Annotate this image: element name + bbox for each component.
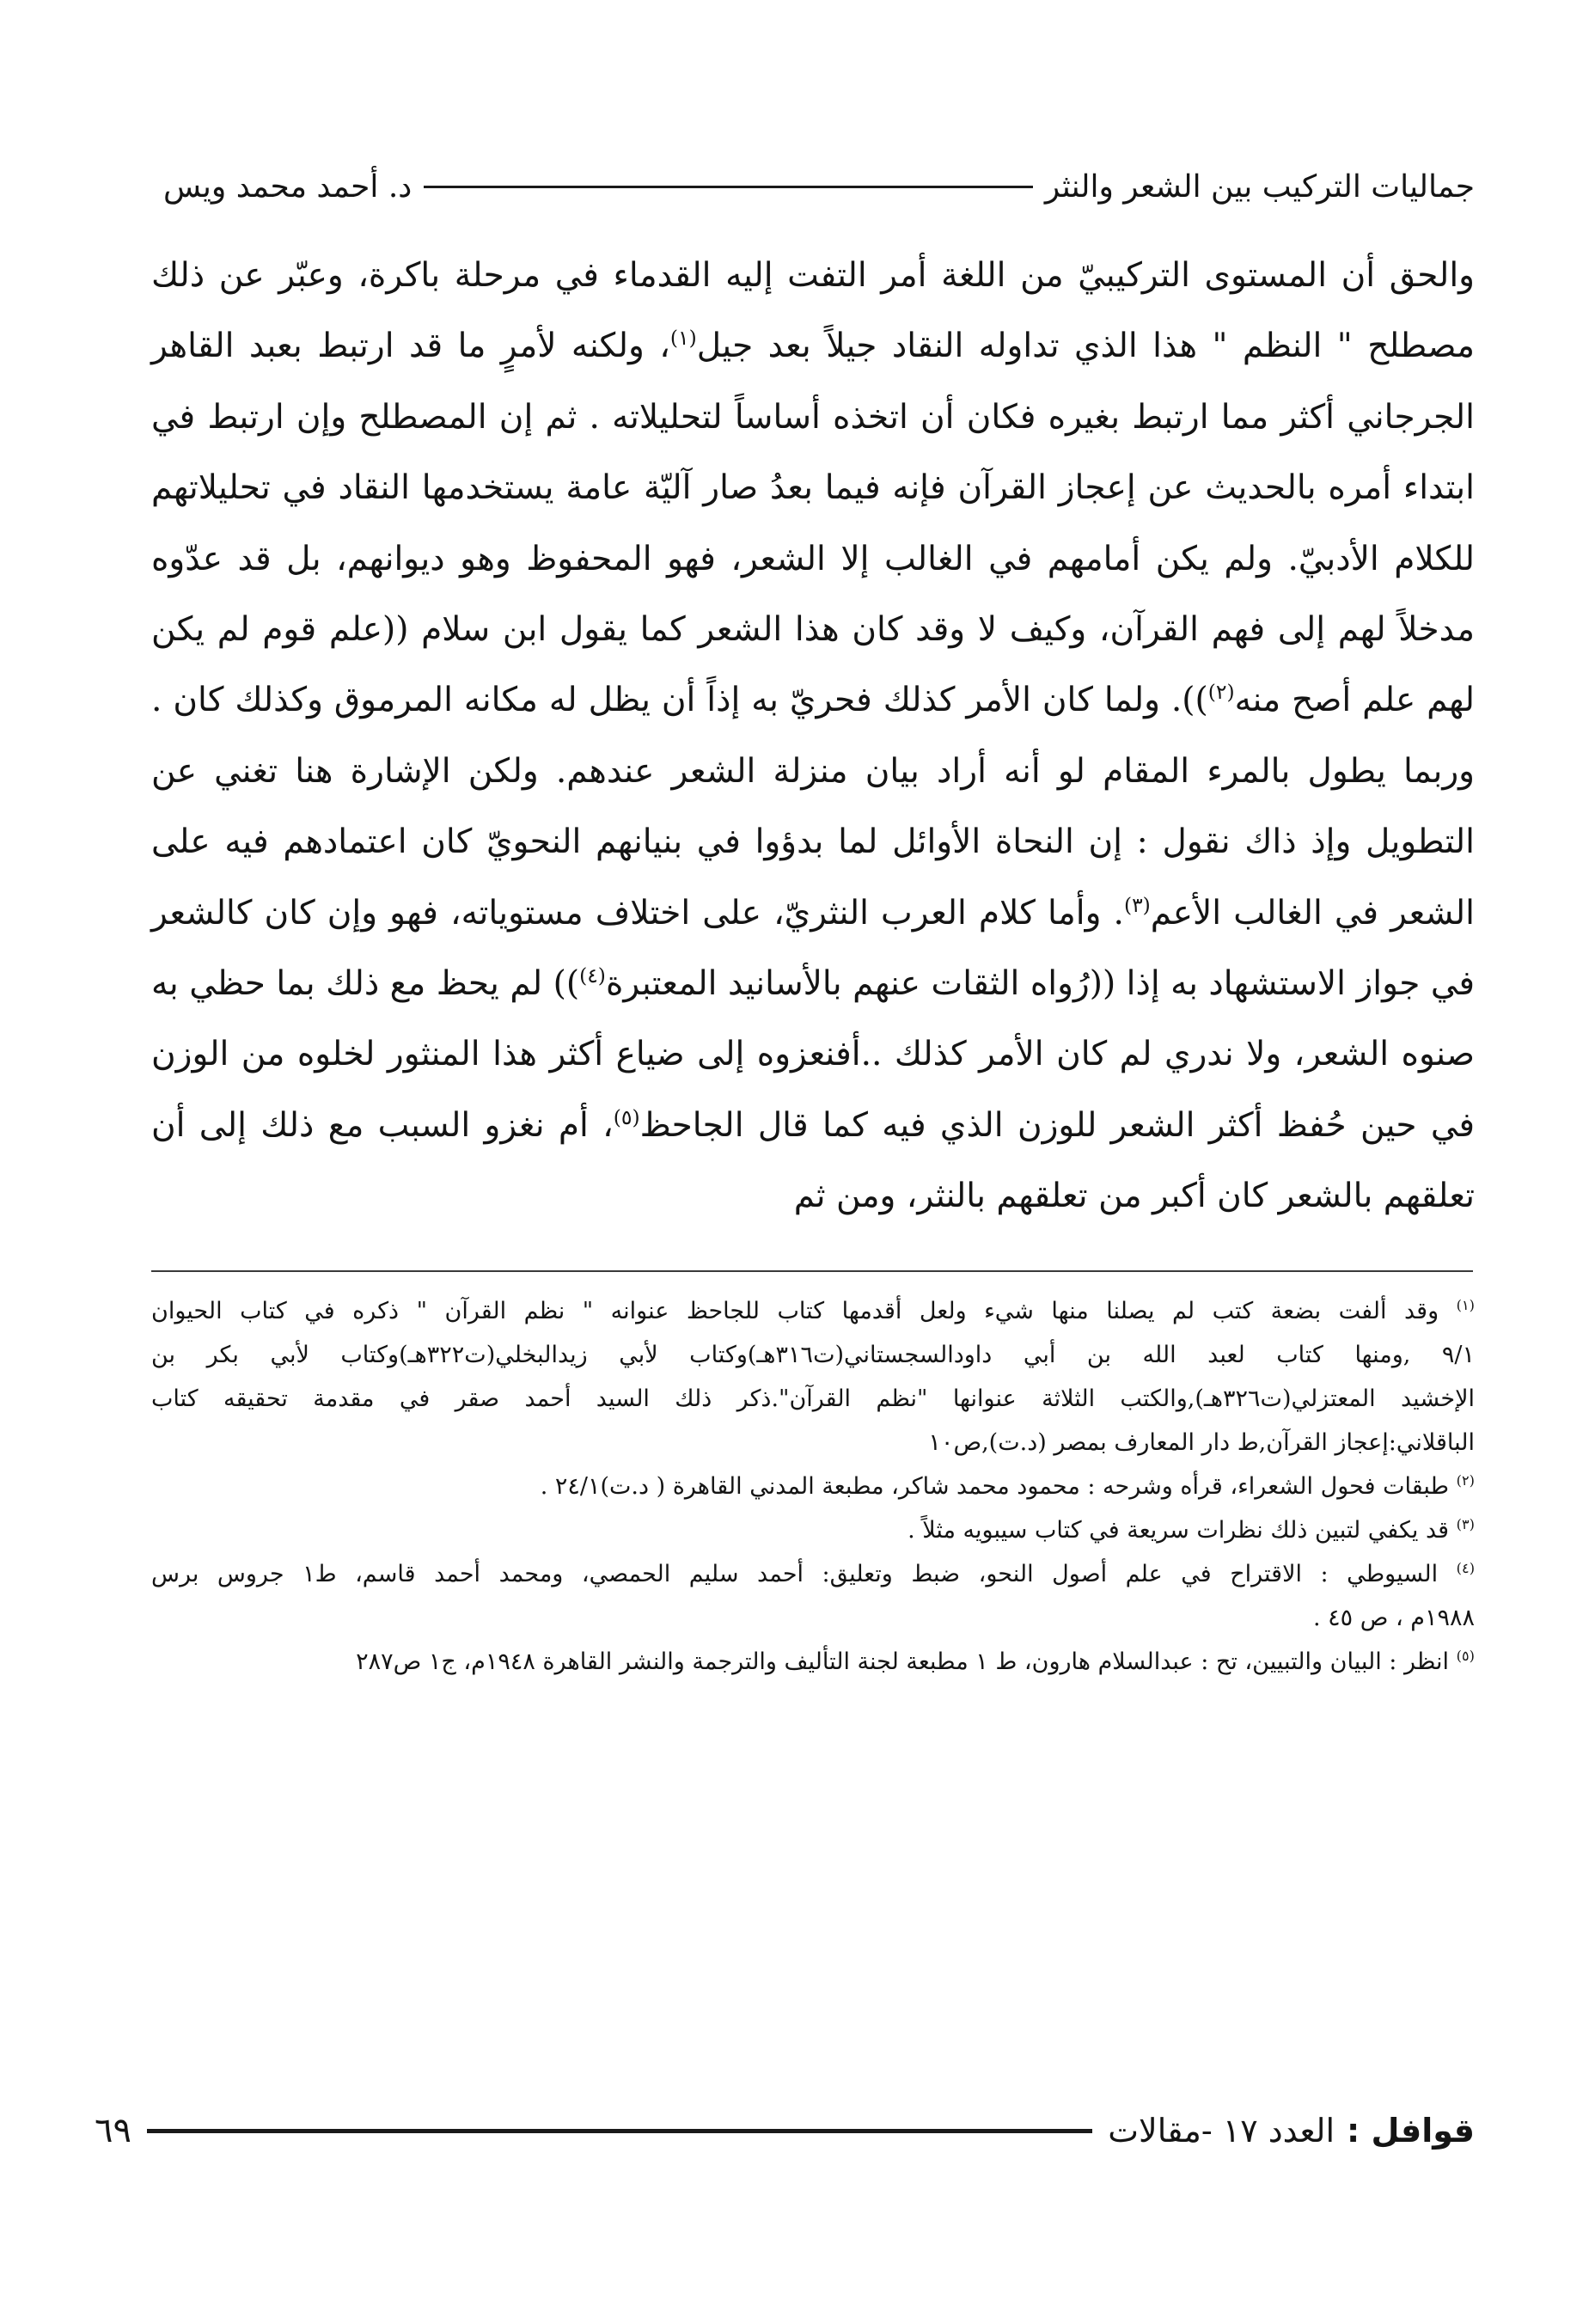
footnote-text: ١٩٨٨م ، ص ٤٥ .: [1312, 1605, 1475, 1631]
page-number: ٦٩: [95, 2111, 131, 2150]
journal-name: قوافل :: [1347, 2112, 1475, 2150]
page-footer: [95, 2101, 1475, 2161]
footnote-text: طبقات فحول الشعراء، قرأه وشرحه : محمود محمد شاكر، مطبعة المدني القاهرة ( د.ت)٢٤/١ .: [540, 1473, 1450, 1500]
footnote-marker: (١): [1456, 1297, 1475, 1313]
footnote-line: [151, 1640, 1475, 1684]
footnotes: [151, 1289, 1475, 1684]
footnote-text: انظر : البيان والتبيين، تح : عبدالسلام هارون، ط ١ مطبعة لجنة التأليف والترجمة والنشر القاهرة ١٩٤٨م، ج١ ص٢٨٧: [356, 1648, 1450, 1675]
footnote-line: [151, 1289, 1475, 1333]
footnote-line: [151, 1465, 1475, 1508]
body-segment: . وأما كلام العرب النثريّ، على اختلاف مستوياته، فهو وإن كان كالشعر في جواز الاستشهاد به إذا ((رُواه الثقات عنهم بالأسانيد المعتبرة: [151, 893, 1475, 1004]
footnote-text: ٩/١ ,ومنها كتاب لعبد الله بن أبي داودالسجستاني(ت٣١٦هـ)وكتاب لأبي زيدالبخلي(ت٣٢٢هـ)وكتاب لأبي بكر بن: [151, 1342, 1475, 1368]
author-name: د. أحمد محمد ويس: [163, 168, 412, 205]
body-segment: ، أم نغزو السبب مع ذلك إلى أن تعلقهم بالشعر كان أكبر من تعلقهم بالنثر، ومن ثم: [151, 1105, 1475, 1216]
body-segment: )). ولما كان الأمر كذلك فحريّ به إذاً أن يظل له مكانه المرموق وكذلك كان . وربما يطول بالمرء المقام لو أنه أراد بيان منزلة الشعر عندهم. ولكن الإشارة هنا تغني عن التطويل وإذ ذاك نقول : إن النحاة الأوائل لما بدؤوا في بنيانهم النحويّ كان اعتمادهم فيه على الشعر في الغالب الأعم: [151, 681, 1475, 933]
footnote-ref-3[interactable]: (٣): [1123, 892, 1151, 917]
footnote-line: [151, 1333, 1475, 1377]
footnote-ref-4[interactable]: (٤): [579, 963, 606, 988]
footnote-text: الباقلاني:إعجاز القرآن,ط دار المعارف بمصر (د.ت),ص١٠: [928, 1429, 1475, 1456]
footnote-text: السيوطي : الاقتراح في علم أصول النحو، ضبط وتعليق: أحمد سليم الحمصي، ومحمد أحمد قاسم، ط١ جروس برس: [151, 1561, 1439, 1587]
footnote-1: [151, 1289, 1475, 1465]
footnote-ref-1[interactable]: (١): [669, 326, 697, 351]
footnote-line: [151, 1508, 1475, 1552]
footnote-line: [151, 1596, 1475, 1640]
footnote-3: [151, 1508, 1475, 1552]
body-paragraph: [151, 241, 1475, 1232]
footnote-5: [151, 1640, 1475, 1684]
footnote-marker: (٤): [1456, 1560, 1476, 1576]
body-segment: ، ولكنه لأمرٍ ما قد ارتبط بعبد القاهر الجرجاني أكثر مما ارتبط بغيره فكان أن اتخذه أساساً لتحليلاته . ثم إن المصطلح وإن ارتبط في ابتداء أمره بالحديث عن إعجاز القرآن فإنه فيما بعدُ صار آليّة عامة يستخدمها النقاد في تحليلاتهم للكلام الأدبيّ. ولم يكن أمامهم في الغالب إلا الشعر، فهو المحفوظ وهو ديوانهم، بل قد عدّوه مدخلاً لهم إلى فهم القرآن، وكيف لا وقد كان هذا الشعر كما يقول ابن سلام ((علم قوم لم يكن لهم علم أصح منه: [151, 327, 1476, 720]
footer-rule: [147, 2129, 1092, 2133]
body-segment: والحق أن المستوى التركيبيّ من اللغة أمر التفت إليه القدماء في مرحلة باكرة، وعبّر عن ذلك مصطلح " النظم " هذا الذي تداوله النقاد جيلاً بعد جيل: [151, 256, 1475, 366]
footnote-marker: (٢): [1456, 1472, 1475, 1489]
footnote-separator: [151, 1270, 1473, 1272]
article-title: جماليات التركيب بين الشعر والنثر: [1044, 168, 1475, 205]
body-segment: )) لم يحظ مع ذلك بما حظي به صنوه الشعر، ولا ندري لم كان الأمر كذلك ..أفنعزوه إلى ضياع أكثر هذا المنثور لخلوه من الوزن في حين حُفظ أكثر الشعر للوزن الذي فيه كما قال الجاحظ: [151, 964, 1475, 1145]
footnote-text: قد يكفي لتبين ذلك نظرات سريعة في كتاب سيبويه مثلاً .: [908, 1517, 1450, 1544]
footnote-marker: (٥): [1456, 1648, 1475, 1664]
issue-label: العدد ١٧ -مقالات: [1108, 2112, 1335, 2150]
header-rule: [424, 186, 1033, 188]
body-text: [151, 241, 1475, 1232]
footnote-line: [151, 1377, 1475, 1421]
footnote-line: [151, 1421, 1475, 1465]
footnote-ref-5[interactable]: (٥): [613, 1104, 640, 1129]
footnote-line: [151, 1552, 1475, 1596]
footnote-2: [151, 1465, 1475, 1508]
footnote-text: الإخشيد المعتزلي(ت٣٢٦هـ),والكتب الثلاثة عنوانها "نظم القرآن".ذكر ذلك السيد أحمد صقر في مقدمة تحقيقه كتاب: [151, 1385, 1475, 1412]
footnote-ref-2[interactable]: (٢): [1207, 680, 1235, 705]
footnote-4: [151, 1552, 1475, 1640]
running-header: [163, 156, 1475, 217]
footnote-text: وقد ألفت بضعة كتب لم يصلنا منها شيء ولعل أقدمها كتاب للجاحظ عنوانه " نظم القرآن " ذكره في كتاب الحيوان: [151, 1298, 1439, 1324]
footnote-marker: (٣): [1456, 1516, 1475, 1532]
